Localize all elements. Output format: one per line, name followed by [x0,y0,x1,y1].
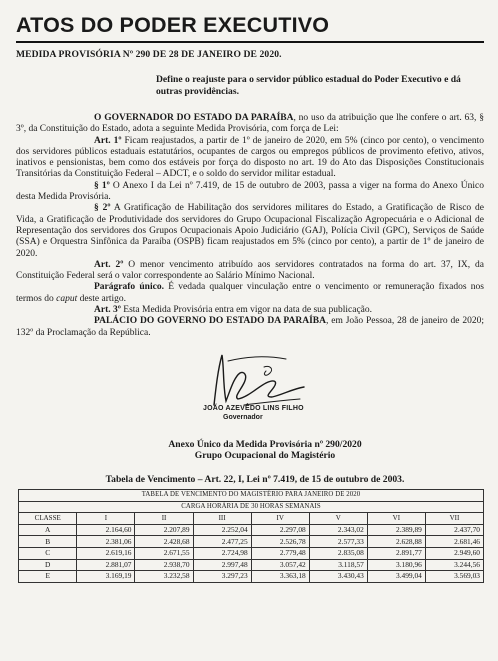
paragraph-1-text: O Anexo I da Lei nº 7.419, de 15 de outubro de 2003, passa a viger na forma do Anexo Único desta Medida Provisória. [16,180,484,203]
table-cell: 2.381,06 [77,536,135,548]
table-cell: 2.997,48 [193,559,251,571]
preamble-text: , no uso da atribuição que lhe confere o art. 63, § 3º, da Constituição do Estado, adota a seguinte Medida Provisória, com força de Lei: [16,113,484,135]
column-header: I [77,513,135,525]
document-body [16,113,484,339]
table-header-2: CARGA HORÁRIA DE 30 HORAS SEMANAIS [19,501,484,513]
table-cell: 3.244,56 [425,559,483,571]
paragrafo-unico-text-a: É vedada qualquer vinculação entre o vencimento or remuneração fixados nos termos do [16,282,484,304]
table-cell: 2.526,78 [251,536,309,548]
art-2 [16,260,484,283]
table-cell: 2.628,88 [367,536,425,548]
mp-title: MEDIDA PROVISÓRIA Nº 290 DE 28 DE JANEIRO DE 2020. [16,49,282,60]
art-1 [16,136,484,181]
table-row [19,536,484,548]
column-header: CLASSE [19,513,77,525]
table-cell: 2.835,08 [309,547,367,559]
paragraph-2-label: § 2º [94,203,111,214]
table-cell: 2.252,04 [193,524,251,536]
anexo-line-2: Grupo Ocupacional do Magistério [194,450,336,462]
table-row [19,547,484,559]
table-cell: 2.681,46 [425,536,483,548]
table-cell: 3.569,03 [425,571,483,583]
table-cell: 3.118,57 [309,559,367,571]
signature-name: JOÃO AZEVÊDO LINS FILHO [203,404,304,412]
column-header: IV [251,513,309,525]
table-cell: B [19,536,77,548]
signature-block [16,341,484,425]
table-cell: 2.724,98 [193,547,251,559]
table-title: Tabela de Vencimento – Art. 22, I, Lei nº 7.419, de 15 de outubro de 2003. [105,473,405,485]
ementa: Define o reajuste para o servidor público estadual do Poder Executivo e dá outras providências. [156,74,461,97]
table-row [19,559,484,571]
table-cell: 2.437,70 [425,524,483,536]
table-cell: 2.671,55 [135,547,193,559]
paragraph-2 [16,203,484,259]
paragrafo-unico [16,282,484,305]
column-header: VI [367,513,425,525]
salary-table [18,489,484,583]
column-header: V [309,513,367,525]
table-cell: 2.891,77 [367,547,425,559]
table-cell: 2.619,16 [77,547,135,559]
paragraph-1-label: § 1º [94,180,110,191]
column-header: II [135,513,193,525]
table-cell: 2.343,02 [309,524,367,536]
art-1-text: Ficam reajustados, a partir de 1º de janeiro de 2020, em 5% (cinco por cento), o vencimento dos servidores públicos estaduais estatutários, ocupantes de cargos ou empregos públicos de provimento efetivo, ativos, inativos e pensionistas, bem como dos estáveis por força do disposto no art. 19 do Ato das Disposições Constitucionais Transitórias da Constituição Federal – ADCT, e o soldo do servidor militar estadual. [16,135,484,180]
table-cell: 2.389,89 [367,524,425,536]
table-cell: C [19,547,77,559]
art-3 [16,305,484,316]
table-cell: E [19,571,77,583]
table-cell: 3.057,42 [251,559,309,571]
anexo-heading [46,439,484,462]
banner-rule [16,41,484,43]
table-cell: 2.779,48 [251,547,309,559]
art-3-text: Esta Medida Provisória entra em vigor na data de sua publicação. [120,305,373,316]
art-1-label: Art. 1º [94,135,122,146]
table-cell: 2.477,25 [193,536,251,548]
art-3-label: Art. 3º [94,305,121,316]
art-2-label: Art. 2º [94,259,124,270]
paragrafo-unico-label: Parágrafo único. [94,282,164,293]
preamble-bold: O GOVERNADOR DO ESTADO DA PARAÍBA [94,113,294,123]
preamble [16,113,484,136]
signature-image [204,347,314,411]
table-cell: 2.207,89 [135,524,193,536]
table-cell: D [19,559,77,571]
paragrafo-unico-italic: caput [56,293,78,304]
table-cell: 2.938,70 [135,559,193,571]
table-cell: 3.169,19 [77,571,135,583]
table-cell: 3.180,96 [367,559,425,571]
paragrafo-unico-text-b: deste artigo. [77,293,127,304]
table-cell: 3.297,23 [193,571,251,583]
table-cell: 3.499,04 [367,571,425,583]
table-header-1: TABELA DE VENCIMENTO DO MAGISTÉRIO PARA JANEIRO DE 2020 [19,489,484,501]
paragraph-2-text: A Gratificação de Habilitação dos servidores militares do Estado, a Gratificação de Risco de Vida, a Gratificação de Produtividade dos servidores do Grupo Ocupacional Fiscalização Agropecuária e o Adicional de Representação dos servidores dos Grupos Ocupacionais Apoio Judiciário (GAJ), Polícia Civil (GPC), Serviços de Saúde (SSA) e Orquestra Sinfônica da Paraíba (OSPB) ficam reajustados em 5% (cinco por cento), a partir de 1º de janeiro de 2020. [16,203,484,259]
anexo-line-1: Anexo Único da Medida Provisória nº 290/2020 [168,438,362,450]
palacio-bold: PALÁCIO DO GOVERNO DO ESTADO DA PARAÍBA [94,316,327,327]
table-cell: 3.430,43 [309,571,367,583]
table-cell: 2.164,60 [77,524,135,536]
table-cell: 2.949,60 [425,547,483,559]
table-cell: A [19,524,77,536]
art-2-text: O menor vencimento atribuído aos servidores contratados na forma do art. 37, IX, da Constituição Federal será o valor correspondente ao Salário Mínimo Nacional. [16,259,484,282]
table-cell: 2.428,68 [135,536,193,548]
table-cell: 2.577,33 [309,536,367,548]
table-column-headers [19,513,484,525]
palacio [16,316,484,339]
paragraph-1 [16,181,484,204]
table-cell: 2.881,07 [77,559,135,571]
table-cell: 3.363,18 [251,571,309,583]
palacio-text: , em João Pessoa, 28 de janeiro de 2020; 132º da Proclamação da República. [16,316,485,338]
table-row [19,524,484,536]
table-row [19,571,484,583]
signature-role: Governador [223,413,263,421]
column-header: III [193,513,251,525]
table-cell: 3.232,58 [135,571,193,583]
column-header: VII [425,513,483,525]
table-cell: 2.297,08 [251,524,309,536]
section-banner: ATOS DO PODER EXECUTIVO [16,13,330,37]
